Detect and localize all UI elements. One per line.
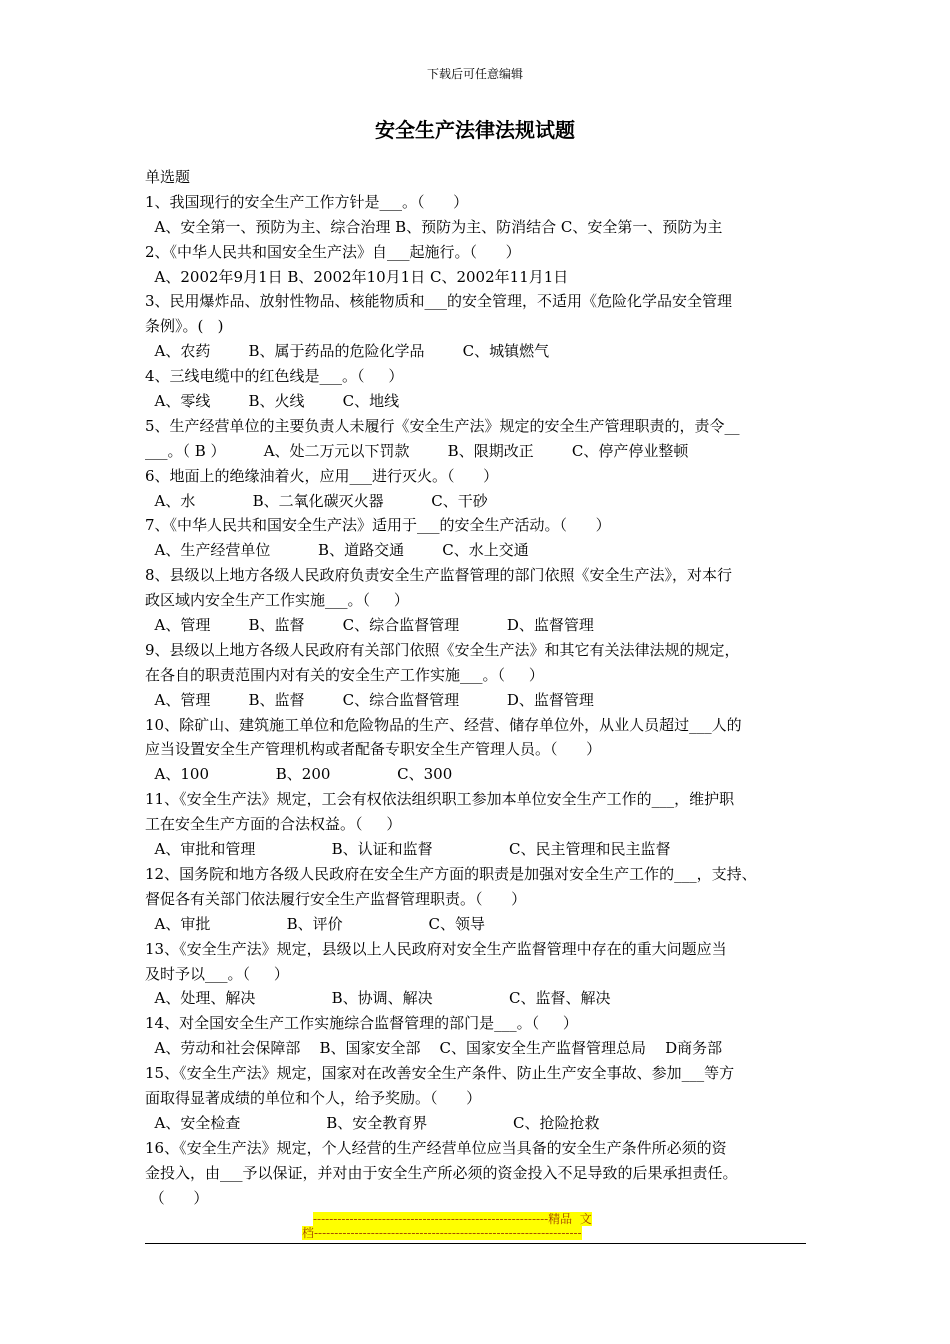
header-note: 下载后可任意编辑	[426, 67, 523, 81]
text-line: 12、国务院和地方各级人民政府在安全生产方面的职责是加强对安全生产工作的___，支持、	[145, 864, 757, 883]
text-line: ___。（ B ） A、处二万元以下罚款 B、限期改正 C、停产停业整顿	[145, 441, 689, 460]
text-line: 3、民用爆炸品、放射性物品、核能物质和___的安全管理，不适用《危险化学品安全管理	[145, 292, 733, 311]
text-line: A、劳动和社会保障部 B、国家安全部 C、国家安全生产监督管理总局 D商务部	[145, 1039, 723, 1058]
text-line: （ ）	[145, 1188, 209, 1207]
text-line: A、零线 B、火线 C、地线	[145, 392, 400, 411]
text-line: 9、县级以上地方各级人民政府有关部门依照《安全生产法》和其它有关法律法规的规定，	[145, 640, 740, 659]
text-line: 11、《安全生产法》规定，工会有权依法组织职工参加本单位安全生产工作的___，维护职	[145, 790, 735, 809]
text-line: A、生产经营单位 B、道路交通 C、水上交通	[145, 541, 529, 560]
text-line: 应当设置安全生产管理机构或者配备专职安全生产管理人员。（ ）	[145, 740, 602, 759]
text-line: 16、《安全生产法》规定，个人经营的生产经营单位应当具备的安全生产条件所必须的资	[145, 1138, 727, 1157]
footer-line-2: 档------------------------------------------------------------------	[302, 1226, 582, 1240]
text-line: 面取得显著成绩的单位和个人，给予奖励。（ ）	[145, 1088, 482, 1107]
text-line: 7、《中华人民共和国安全生产法》适用于___的安全生产活动。（ ）	[145, 516, 611, 535]
footer-watermark	[302, 1212, 648, 1240]
text-line: 条例》。( )	[145, 317, 224, 336]
text-line: A、2002年9月1日 B、2002年10月1日 C、2002年11月1日	[145, 267, 569, 286]
text-line: 5、生产经营单位的主要负责人未履行《安全生产法》规定的安全生产管理职责的，责令__	[145, 416, 740, 435]
text-line: A、管理 B、监督 C、综合监督管理 D、监督管理	[145, 690, 594, 709]
text-line: A、水 B、二氧化碳灭火器 C、干砂	[145, 491, 488, 510]
footer-line-1: ----------------------------------------------------------精品 文	[313, 1212, 592, 1226]
section-heading: 单选题	[145, 168, 191, 186]
text-line: A、管理 B、监督 C、综合监督管理 D、监督管理	[145, 616, 594, 635]
text-line: A、安全检查 B、安全教育界 C、抢险抢救	[145, 1113, 600, 1132]
text-line: 4、三线电缆中的红色线是___。（ ）	[145, 367, 404, 386]
text-line: 10、除矿山、建筑施工单位和危险物品的生产、经营、储存单位外，从业人员超过___人的	[145, 715, 742, 734]
text-line: A、安全第一、预防为主、综合治理 B、预防为主、防消结合 C、安全第一、预防为主	[145, 217, 723, 236]
text-line: A、审批 B、评价 C、领导	[145, 914, 485, 933]
text-line: 金投入，由___予以保证，并对由于安全生产所必须的资金投入不足导致的后果承担责任。	[145, 1163, 738, 1182]
document-title: 安全生产法律法规试题	[375, 118, 575, 142]
text-line: A、审批和管理 B、认证和监督 C、民主管理和民主监督	[145, 840, 671, 859]
text-line: 工在安全生产方面的合法权益。（ ）	[145, 815, 402, 834]
text-line: 及时予以___。（ ）	[145, 964, 289, 983]
question-list	[145, 165, 810, 1210]
text-line: 政区域内安全生产工作实施___。（ ）	[145, 591, 409, 610]
text-line: 1、我国现行的安全生产工作方针是___。（ ）	[145, 192, 469, 211]
footer-divider	[145, 1243, 806, 1244]
text-line: A、处理、解决 B、协调、解决 C、监督、解决	[145, 989, 611, 1008]
text-line: 督促各有关部门依法履行安全生产监督管理职责。（ ）	[145, 889, 527, 908]
text-line: 6、地面上的绝缘油着火，应用___进行灭火。（ ）	[145, 466, 499, 485]
text-line: 2、《中华人民共和国安全生产法》自___起施行。（ ）	[145, 242, 521, 261]
text-line: 13、《安全生产法》规定，县级以上人民政府对安全生产监督管理中存在的重大问题应当	[145, 939, 727, 958]
text-line: A、100 B、200 C、300	[145, 765, 453, 784]
text-line: 15、《安全生产法》规定，国家对在改善安全生产条件、防止生产安全事故、参加___等方	[145, 1064, 735, 1083]
text-line: 在各自的职责范围内对有关的安全生产工作实施___。（ ）	[145, 665, 544, 684]
text-line: A、农药 B、属于药品的危险化学品 C、城镇燃气	[145, 342, 550, 361]
text-line: 14、对全国安全生产工作实施综合监督管理的部门是___。（ ）	[145, 1014, 578, 1033]
text-line: 8、县级以上地方各级人民政府负责安全生产监督管理的部门依照《安全生产法》，对本行	[145, 566, 733, 585]
